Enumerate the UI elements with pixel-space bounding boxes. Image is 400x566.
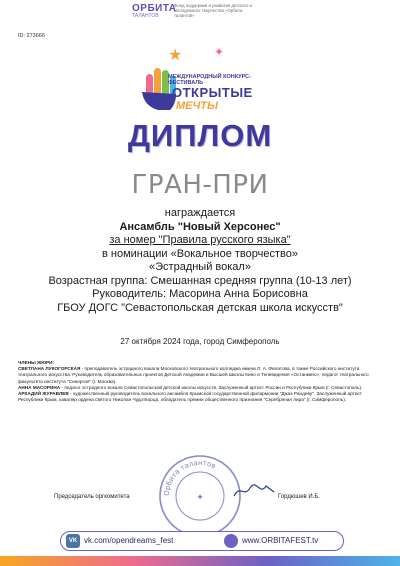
- date-line: 27 октября 2024 года, город Симферополь: [120, 337, 280, 346]
- website-link[interactable]: www.ORBITAFEST.tv: [242, 536, 319, 545]
- svg-text:✦: ✦: [196, 493, 204, 503]
- orbita-logo-sub: ТАЛАНТОВ: [132, 13, 159, 19]
- signatory-name: Гордюшев И.Б.: [278, 494, 320, 500]
- diploma-title: ДИПЛОМ: [127, 118, 273, 153]
- festival-name-line2: МЕЧТЫ: [176, 100, 219, 112]
- jury-member: [18, 391, 384, 403]
- jury-member-text: - педагог эстрадного вокала Севастопольской детской школы искусств. Заслуженный артист России и Республики Крым (г. Севастополь).: [60, 384, 363, 390]
- jury-member-name: АРКАДИЙ ЖУРАВЛЕВ: [18, 391, 69, 397]
- jury-member-text: - художественный руководитель вокального ансамбля Крымской государственной филармонии "Джаз-Рандеву". Заслуженный артист Республики Крым, кавалер ордена святого Николая Чудотворца, обладатель премии общественного признания "Серебряная лира" (г. Симферополь).: [18, 391, 362, 403]
- chairman-signature-label: Председатель оргкомитета: [54, 494, 130, 500]
- orbita-logo-text: ОРБИТА: [132, 3, 177, 14]
- organization-stamp-icon: [157, 453, 243, 539]
- sparkle-decoration-icon: ✦: [214, 45, 225, 59]
- document-id: ID: 273666: [18, 33, 45, 39]
- number-line: за номер "Правила русского языка": [109, 234, 291, 246]
- category-line: «Эстрадный вокал»: [149, 261, 251, 273]
- star-decoration-icon: ★: [168, 45, 183, 64]
- leader-line: Руководитель: Масорина Анна Борисовна: [92, 288, 308, 300]
- globe-icon: [224, 534, 238, 548]
- jury-member-name: АННА МАСОРИНА: [18, 384, 61, 390]
- jury-heading: ЧЛЕНЫ ЖЮРИ:: [18, 360, 55, 365]
- jury-block: [18, 360, 384, 403]
- nomination-line: в номинации «Вокальное творчество»: [102, 247, 298, 260]
- recipient-name: Ансамбль "Новый Херсонес": [119, 220, 281, 233]
- jury-member: [18, 366, 384, 385]
- svg-text:Орбита талантов: [163, 459, 217, 496]
- award-text-block: [0, 207, 400, 315]
- age-group-line: Возрастная группа: Смешанная средняя группа (10-13 лет): [48, 274, 352, 287]
- orbita-logo: [132, 3, 177, 19]
- org-tagline: Фонд поддержки и развития детского и молодежного творчества «Орбита талантов»: [174, 3, 252, 18]
- award-grand-prix: ГРАН-ПРИ: [131, 170, 269, 200]
- bottom-color-band: [0, 556, 400, 566]
- festival-subtitle: МЕЖДУНАРОДНЫЙ КОНКУРС-ФЕСТИВАЛЬ: [168, 74, 251, 86]
- vk-icon: VK: [66, 534, 80, 548]
- jury-member-text: - преподаватель эстрадного вокала Московского театрального колледжа имени Л. А. Филатова, в также Российского института театрального искусства. Руководитель образовательных проектов Детской Академии и Высшей Школы Кино и Телевидения «Останкино», педагог театрального факультета института "Синергия" (г. Москва).: [18, 366, 369, 384]
- jury-member-name: СВЕТЛАНА ЛУКОГОРСКАЯ: [18, 366, 81, 372]
- stamp-text: Орбита талантов: [162, 458, 217, 497]
- festival-name-line1: ОТКРЫТЫЕ: [172, 85, 253, 100]
- handwritten-signature-icon: [232, 482, 276, 500]
- footer: [0, 531, 400, 553]
- awarded-label: награждается: [164, 207, 236, 219]
- institution-line: ГБОУ ДОГС "Севастопольская детская школа искусств": [57, 301, 343, 314]
- vk-link[interactable]: vk.com/opendreams_fest: [84, 536, 174, 545]
